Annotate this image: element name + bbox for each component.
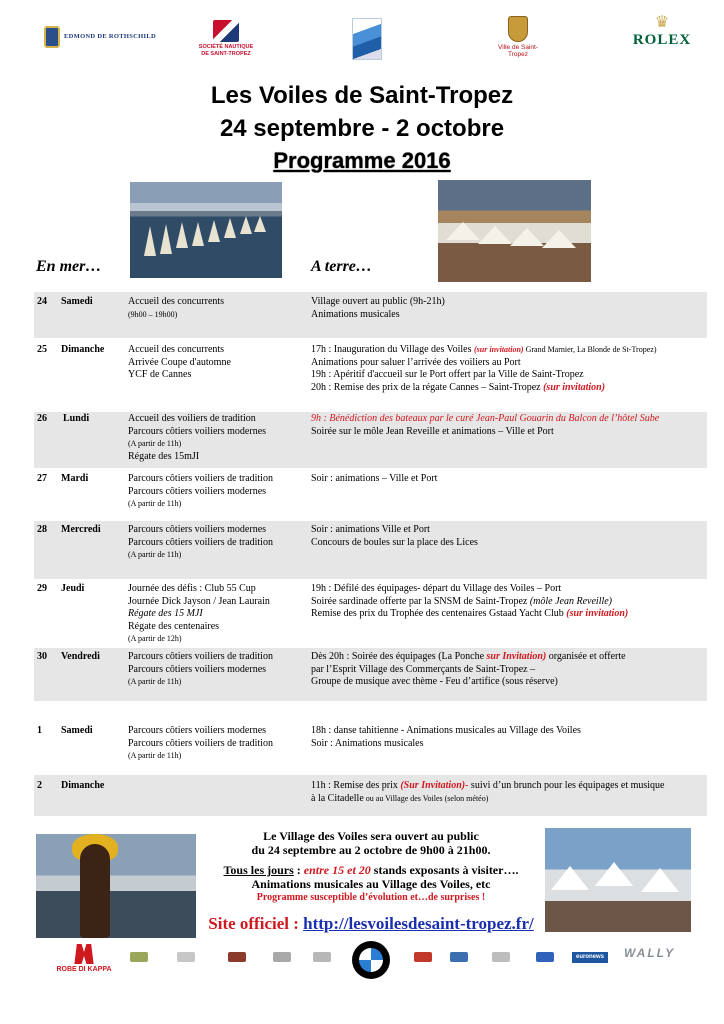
day-name: Mardi xyxy=(61,473,89,484)
sea-event: Parcours côtiers voiliers de tradition xyxy=(128,536,273,548)
coat-of-arms-icon xyxy=(508,16,528,42)
land-event: par l’Esprit Village des Commerçants de Saint-Tropez – xyxy=(311,663,536,675)
day-number: 25 xyxy=(37,344,47,355)
sponsor-logo xyxy=(172,950,200,980)
day-number: 29 xyxy=(37,583,47,594)
sea-event: Parcours côtiers voiliers modernes xyxy=(128,425,267,437)
snst-logo xyxy=(196,20,256,57)
sponsor-logo xyxy=(222,950,252,980)
sea-event: Parcours côtiers voiliers modernes xyxy=(128,524,267,535)
land-event: Concours de boules sur la place des Lices xyxy=(311,536,478,548)
sea-event: Parcours côtiers voiliers modernes xyxy=(128,485,267,497)
euronews-logo: euronews xyxy=(572,952,608,963)
stand-count: entre 15 et 20 xyxy=(303,863,371,877)
sponsor-mark-icon xyxy=(130,952,148,962)
day-number: 1 xyxy=(37,725,42,736)
edmond-de-rothschild-logo xyxy=(44,26,156,48)
sea-event-hours: (A partir de 11h) xyxy=(128,439,182,448)
invitation-note: sur Invitation) xyxy=(486,651,547,662)
land-events xyxy=(311,524,478,549)
sea-event: Régate des 15 MJI xyxy=(128,608,203,619)
sea-events xyxy=(128,524,273,562)
land-events xyxy=(311,651,626,689)
snst-logo-text: SOCIÉTÉ NAUTIQUE DE SAINT-TROPEZ xyxy=(198,44,254,57)
sea-events xyxy=(128,651,273,689)
sea-events xyxy=(128,473,273,511)
sponsor-logo xyxy=(270,950,294,980)
sea-event: Accueil des concurrents xyxy=(128,344,225,355)
land-event: Village ouvert au public (9h-21h) xyxy=(311,296,445,307)
land-event xyxy=(311,382,656,395)
village-open-notice: Le Village des Voiles sera ouvert au public xyxy=(263,829,479,843)
land-event-location: (môle Jean Reveille) xyxy=(529,595,613,607)
section-en-mer: En mer… xyxy=(36,258,102,275)
sea-events xyxy=(128,296,224,321)
land-event-text: 11h : Remise des prix xyxy=(311,780,401,791)
day-number: 27 xyxy=(37,473,47,484)
sea-events xyxy=(128,725,273,763)
land-event-note: ou au Village des Voiles (selon météo) xyxy=(363,793,489,803)
sea-event: Parcours côtiers voiliers modernes xyxy=(128,725,267,736)
ville-logo-text: Ville de Saint-Tropez xyxy=(498,44,538,58)
sponsor-mark-icon xyxy=(228,952,246,962)
land-event-text: Remise des prix du Trophée des centenaires Gstaad Yacht Club xyxy=(311,608,567,619)
day-name: Dimanche xyxy=(61,780,105,791)
land-event-text: Dès 20h : Soirée des équipages (La Ponche xyxy=(311,651,487,662)
music-notice: Animations musicales au Village des Voiles, etc xyxy=(251,877,491,891)
land-event: Animations musicales xyxy=(311,308,400,320)
sponsor-logo xyxy=(530,950,560,980)
sponsor-logo xyxy=(306,950,338,980)
burgee-icon xyxy=(213,20,239,42)
sea-events xyxy=(128,344,231,382)
land-event: 19h : Apéritif d'accueil sur le Port offert par la Ville de Saint-Tropez xyxy=(311,369,584,380)
sponsor-logos-top xyxy=(0,14,724,70)
land-event: 19h : Défilé des équipages- départ du Village des Voiles – Port xyxy=(311,583,562,594)
sponsor-mark-icon xyxy=(414,952,432,962)
land-event: Soir : animations Ville et Port xyxy=(311,524,430,535)
village-port-photo xyxy=(438,180,591,282)
sea-event: Parcours côtiers voiliers de tradition xyxy=(128,473,273,484)
village-tents-photo xyxy=(545,828,691,932)
voiles-logo xyxy=(352,18,382,60)
sea-event-hours: (A partir de 11h) xyxy=(128,550,182,559)
sea-event: Journée Dick Jayson / Jean Laurain xyxy=(128,595,270,607)
sea-regatta-photo xyxy=(130,182,282,278)
invitation-note: (sur invitation) xyxy=(543,381,606,393)
sea-event-hours: (9h00 – 19h00) xyxy=(128,309,178,319)
sponsor-mark-icon xyxy=(313,952,331,962)
land-event xyxy=(311,651,626,664)
land-event-text: organisée et offerte xyxy=(546,651,626,662)
land-events xyxy=(311,296,445,321)
sponsor-logo xyxy=(412,950,434,980)
sponsor-logo xyxy=(444,950,474,980)
day-number: 28 xyxy=(37,524,47,535)
sea-event: YCF de Cannes xyxy=(128,369,192,380)
land-event-text: suivi d’un brunch pour les équipages et musique xyxy=(468,780,665,791)
land-events xyxy=(311,583,628,621)
edmond-logo-text: EDMOND DE ROTHSCHILD xyxy=(64,33,156,40)
site-label: Site officiel : xyxy=(208,914,304,933)
sea-event-hours: (A partir de 12h) xyxy=(128,634,182,643)
land-events xyxy=(311,344,656,394)
day-name: Lundi xyxy=(63,413,90,424)
land-event-text: Soirée sardinade offerte par la SNSM de Saint-Tropez xyxy=(311,595,530,607)
every-day-label: Tous les jours xyxy=(223,863,294,877)
bmw-logo xyxy=(352,941,390,979)
bmw-roundel-icon xyxy=(359,948,383,972)
sponsor-logo xyxy=(484,950,518,980)
sea-event-hours: (A partir de 11h) xyxy=(128,677,182,686)
crown-icon: ♛ xyxy=(654,14,670,31)
carnival-photo xyxy=(36,834,196,938)
sponsor-logo xyxy=(124,950,154,980)
sea-event: Régate des centenaires xyxy=(128,620,220,632)
daily-stands-notice xyxy=(196,863,546,877)
sea-event-hours: (A partir de 11h) xyxy=(128,751,182,760)
land-event xyxy=(311,596,628,609)
land-event: Animations pour saluer l’arrivée des voiliers au Port xyxy=(311,356,521,368)
sponsor-mark-icon xyxy=(536,952,554,962)
crest-icon xyxy=(44,26,60,48)
invitation-note: (sur invitation) xyxy=(474,345,524,354)
land-events xyxy=(311,780,665,805)
rolex-logo xyxy=(626,14,698,48)
sponsor-mark-icon xyxy=(492,952,510,962)
sea-event: Accueil des voiliers de tradition xyxy=(128,413,256,424)
land-event: Groupe de musique avec thème - Feu d’artifice (sous réserve) xyxy=(311,676,558,687)
date-range: 24 septembre - 2 octobre xyxy=(219,115,505,142)
day-name: Samedi xyxy=(61,725,93,736)
sea-event: Accueil des concurrents xyxy=(128,296,225,307)
day-number: 30 xyxy=(37,651,47,662)
day-name: Mercredi xyxy=(61,524,101,535)
land-event-text: à la Citadelle xyxy=(311,792,364,804)
sea-event-hours: (A partir de 11h) xyxy=(128,499,182,508)
land-event-text: 17h : Inauguration du Village des Voiles xyxy=(311,344,474,355)
wally-logo: WALLY xyxy=(624,946,676,960)
land-event: 18h : danse tahitienne - Animations musicales au Village des Voiles xyxy=(311,725,581,736)
programme-disclaimer: Programme susceptible d’évolution et…de surprises ! xyxy=(256,892,486,903)
stands-text: stands exposants à visiter…. xyxy=(370,863,519,877)
land-events xyxy=(311,725,581,750)
land-event: Soir : Animations musicales xyxy=(311,737,424,749)
sponsor-mark-icon xyxy=(450,952,468,962)
day-name: Jeudi xyxy=(61,583,85,594)
kappa-logo-text: ROBE DI KAPPA xyxy=(56,966,112,973)
kappa-logo xyxy=(56,944,112,974)
rolex-logo-text: ROLEX xyxy=(632,32,692,48)
sea-event: Parcours côtiers voiliers modernes xyxy=(128,663,267,675)
sponsor-mark-icon xyxy=(177,952,195,962)
separator-text: : xyxy=(293,863,304,877)
programme-heading: Programme 2016 xyxy=(273,148,451,173)
sponsor-mark-icon xyxy=(273,952,291,962)
ville-saint-tropez-logo xyxy=(494,16,542,58)
land-event xyxy=(311,608,628,621)
land-event: Soir : animations – Ville et Port xyxy=(311,473,438,484)
sea-event: Journée des défis : Club 55 Cup xyxy=(128,583,256,594)
sea-event: Arrivée Coupe d'automne xyxy=(128,356,231,368)
invitation-note: (sur invitation) xyxy=(566,608,629,619)
land-event xyxy=(311,780,665,793)
page-title: Les Voiles de Saint-Tropez xyxy=(210,82,514,109)
official-site xyxy=(196,914,546,934)
land-event: Soirée sur le môle Jean Reveille et animations – Ville et Port xyxy=(311,425,554,437)
official-site-link[interactable]: http://lesvoilesdesaint-tropez.fr/ xyxy=(303,914,534,933)
day-name: Dimanche xyxy=(61,344,105,355)
land-event xyxy=(311,793,665,806)
day-number: 26 xyxy=(37,413,47,424)
day-number: 24 xyxy=(37,296,47,307)
invitation-note: (Sur Invitation)- xyxy=(400,780,469,791)
land-events xyxy=(311,413,659,438)
land-event xyxy=(311,344,656,357)
day-name: Samedi xyxy=(61,296,93,307)
land-events xyxy=(311,473,437,486)
day-number: 2 xyxy=(37,780,42,791)
sea-event: Parcours côtiers voiliers de tradition xyxy=(128,737,273,749)
sea-event: Régate des 15mJI xyxy=(128,450,200,462)
land-event: 9h : Bénédiction des bateaux par le curé Jean-Paul Gouarin du Balcon de l’hôtel Sube xyxy=(311,413,660,424)
sea-events xyxy=(128,413,266,463)
land-event-partners: Grand Marnier, La Blonde de St-Tropez) xyxy=(523,345,657,354)
land-event-text: 20h : Remise des prix de la régate Cannes – Saint-Tropez xyxy=(311,381,544,393)
village-open-dates: du 24 septembre au 2 octobre de 9h00 à 21h00. xyxy=(251,843,491,857)
kappa-icon xyxy=(72,944,96,964)
sea-events xyxy=(128,583,270,646)
section-a-terre: A terre… xyxy=(311,258,372,275)
day-name: Vendredi xyxy=(61,651,100,662)
sea-event: Parcours côtiers voiliers de tradition xyxy=(128,651,273,662)
